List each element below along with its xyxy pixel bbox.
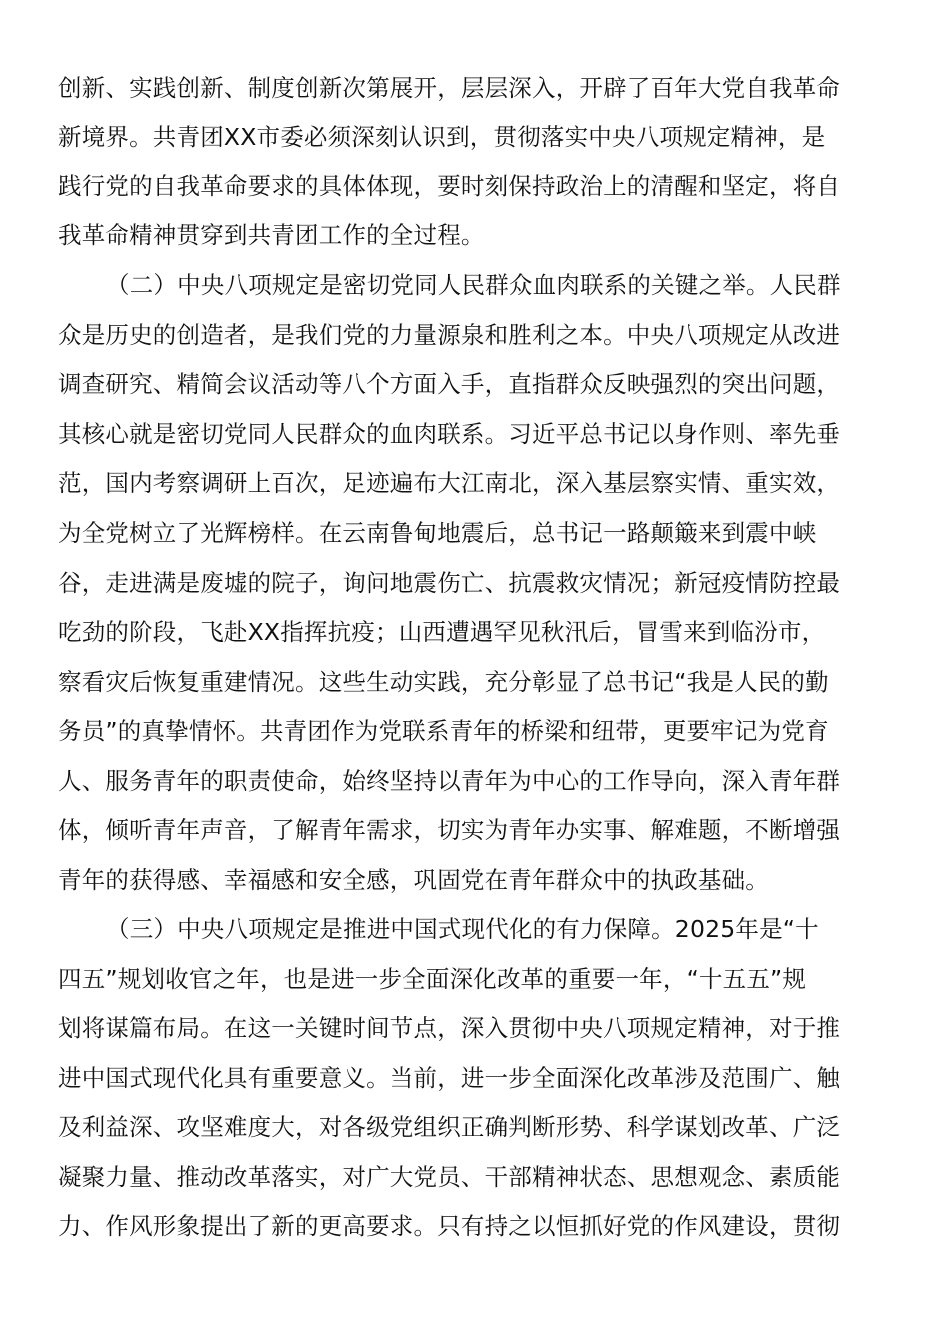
text-line: （三）中央八项规定是推进中国式现代化的有力保障。2025年是“十: [106, 915, 819, 943]
text-line: 人、服务青年的职责使命，始终坚持以青年为中心的工作导向，深入青年群: [58, 767, 841, 795]
text-line: 四五”规划收官之年，也是进一步全面深化改革的重要一年，“十五五”规: [58, 965, 807, 993]
text-line: 新境界。共青团XX市委必须深刻认识到，贯彻落实中央八项规定精神，是: [58, 123, 826, 151]
text-line: 青年的获得感、幸福感和安全感，巩固党在青年群众中的执政基础。: [58, 866, 769, 894]
text-line: 我革命精神贯穿到共青团工作的全过程。: [58, 221, 485, 249]
text-line: 吃劲的阶段，飞赴XX指挥抗疫；山西遭遇罕见秋汛后，冒雪来到临汾市，: [58, 618, 826, 646]
text-line: 体，倾听青年声音，了解青年需求，切实为青年办实事、解难题，不断增强: [58, 816, 841, 844]
text-line: 创新、实践创新、制度创新次第展开，层层深入，开辟了百年大党自我革命: [58, 74, 841, 102]
text-line: 察看灾后恢复重建情况。这些生动实践，充分彰显了总书记“我是人民的勤: [58, 668, 829, 696]
text-line: 进中国式现代化具有重要意义。当前，进一步全面深化改革涉及范围广、触: [58, 1064, 841, 1092]
text-line: 调查研究、精简会议活动等八个方面入手，直指群众反映强烈的突出问题，: [58, 370, 841, 398]
text-line: 其核心就是密切党同人民群众的血肉联系。习近平总书记以身作则、率先垂: [58, 420, 841, 448]
text-line: 及利益深、攻坚难度大，对各级党组织正确判断形势、科学谋划改革、广泛: [58, 1113, 841, 1141]
text-line: 务员”的真挚情怀。共青团作为党联系青年的桥梁和纽带，更要牢记为党育: [58, 717, 829, 745]
text-line: 划将谋篇布局。在这一关键时间节点，深入贯彻中央八项规定精神，对于推: [58, 1014, 841, 1042]
text-line: （二）中央八项规定是密切党同人民群众血肉联系的关键之举。人民群: [106, 271, 841, 299]
text-line: 范，国内考察调研上百次，足迹遍布大江南北，深入基层察实情、重实效，: [58, 469, 841, 497]
text-line: 为全党树立了光辉榜样。在云南鲁甸地震后，总书记一路颠簸来到震中峡: [58, 519, 817, 547]
text-line: 践行党的自我革命要求的具体体现，要时刻保持政治上的清醒和坚定，将自: [58, 172, 841, 200]
text-line: 力、作风形象提出了新的更高要求。只有持之以恒抓好党的作风建设，贯彻: [58, 1212, 841, 1240]
text-line: 众是历史的创造者，是我们党的力量源泉和胜利之本。中央八项规定从改进: [58, 321, 841, 349]
text-line: 凝聚力量、推动改革落实，对广大党员、干部精神状态、思想观念、素质能: [58, 1163, 841, 1191]
text-line: 谷，走进满是废墟的院子，询问地震伤亡、抗震救灾情况；新冠疫情防控最: [58, 569, 841, 597]
